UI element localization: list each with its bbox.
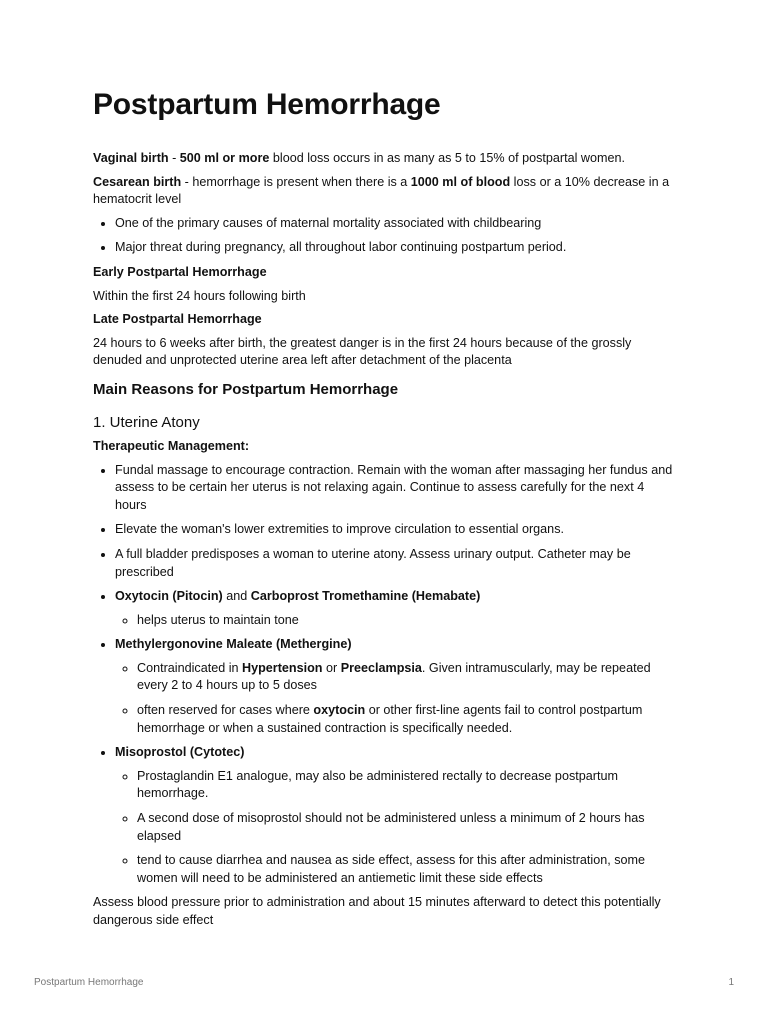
list-item: ◦ Contraindicated in Hypertension or Preeclampsia. Given intramuscularly, may be repeated every 2 to 4 hours up to 5 doses [137, 660, 673, 695]
cesarean-birth-label: Cesarean birth [93, 174, 182, 189]
closing-paragraph: Assess blood pressure prior to administration and about 15 minutes afterward to detect this potentially dangerous side effect [93, 895, 661, 927]
footer-title: Postpartum Hemorrhage [34, 977, 144, 988]
late-hemorrhage-heading: Late Postpartal Hemorrhage [93, 312, 262, 327]
early-hemorrhage-heading: Early Postpartal Hemorrhage [93, 264, 267, 279]
late-hemorrhage-text: 24 hours to 6 weeks after birth, the greatest danger is in the first 24 hours because of the grossly denuded and unprotected uterine area left after detachment of the placenta [93, 335, 632, 368]
list-item: ◦ often reserved for cases where oxytocin or other first-line agents fail to control postpartum hemorrhage or when a sustained contraction is specifically needed. [137, 702, 673, 737]
section-heading: Main Reasons for Postpartum Hemorrhage [93, 380, 399, 398]
vaginal-birth-paragraph: Vaginal birth - 500 ml or more blood loss occurs in as many as 5 to 15% of postpartal women. [93, 151, 625, 165]
list-item: • Fundal massage to encourage contraction. Remain with the woman after massaging her fundus and assess to be certain her uterus is not relaxing again. Continue to assess carefully for the next 4 hours [115, 462, 673, 515]
list-item: • A full bladder predisposes a woman to uterine atony. Assess urinary output. Catheter may be prescribed [115, 546, 673, 581]
page-number: 1 [728, 977, 734, 988]
page-title: Postpartum Hemorrhage [93, 88, 441, 121]
document-page [93, 86, 673, 936]
list-item: ◦ A second dose of misoprostol should not be administered unless a minimum of 2 hours has elapsed [137, 810, 673, 845]
vaginal-birth-label: Vaginal birth [93, 151, 169, 165]
misoprostol-sublist [115, 768, 673, 888]
therapeutic-heading: Therapeutic Management: [93, 438, 250, 453]
list-item: ◦ tend to cause diarrhea and nausea as side effect, assess for this after administration, some women will need to be administered an antiemetic limit these side effects [137, 852, 673, 887]
subsection-heading: 1. Uterine Atony [93, 413, 200, 431]
list-item: • One of the primary causes of maternal mortality associated with childbearing [115, 215, 673, 233]
oxytocin-sublist [115, 612, 673, 630]
page-footer [34, 977, 734, 988]
list-item-misoprostol: • Misoprostol (Cytotec) ◦ Prostaglandin E1 analogue, may also be administered rectally to decrease postpartum hemorrhage. ◦ A second dose of misoprostol should not be administered unless a minimum of 2 hours has elapsed ◦ tend to cause diarrhea and nausea as side effect, assess for this after administration, some women will need to be administered an antiemetic limit these side effects [115, 744, 673, 887]
early-hemorrhage-text: Within the first 24 hours following birth [93, 288, 306, 303]
list-item: ◦ Prostaglandin E1 analogue, may also be administered rectally to decrease postpartum hemorrhage. [137, 768, 673, 803]
cesarean-birth-paragraph: Cesarean birth - hemorrhage is present when there is a 1000 ml of blood loss or a 10% decrease in a hematocrit level [93, 174, 670, 207]
list-item-oxytocin: • Oxytocin (Pitocin) and Carboprost Tromethamine (Hemabate) ◦ helps uterus to maintain tone [115, 588, 673, 629]
list-item: ◦ helps uterus to maintain tone [137, 612, 673, 630]
list-item: • Elevate the woman's lower extremities to improve circulation to essential organs. [115, 521, 673, 539]
management-list [93, 462, 673, 888]
list-item: • Major threat during pregnancy, all throughout labor continuing postpartum period. [115, 239, 673, 257]
methergine-sublist [115, 660, 673, 737]
list-item-methergine: • Methylergonovine Maleate (Methergine) ◦ Contraindicated in Hypertension or Preeclampsia. Given intramuscularly, may be repeated every 2 to 4 hours up to 5 doses ◦ often reserved for cases where oxytocin or other first-line agents fail to control postpartum hemorrhage or when a sustained contraction is specifically needed. [115, 636, 673, 737]
overview-list [93, 215, 673, 257]
